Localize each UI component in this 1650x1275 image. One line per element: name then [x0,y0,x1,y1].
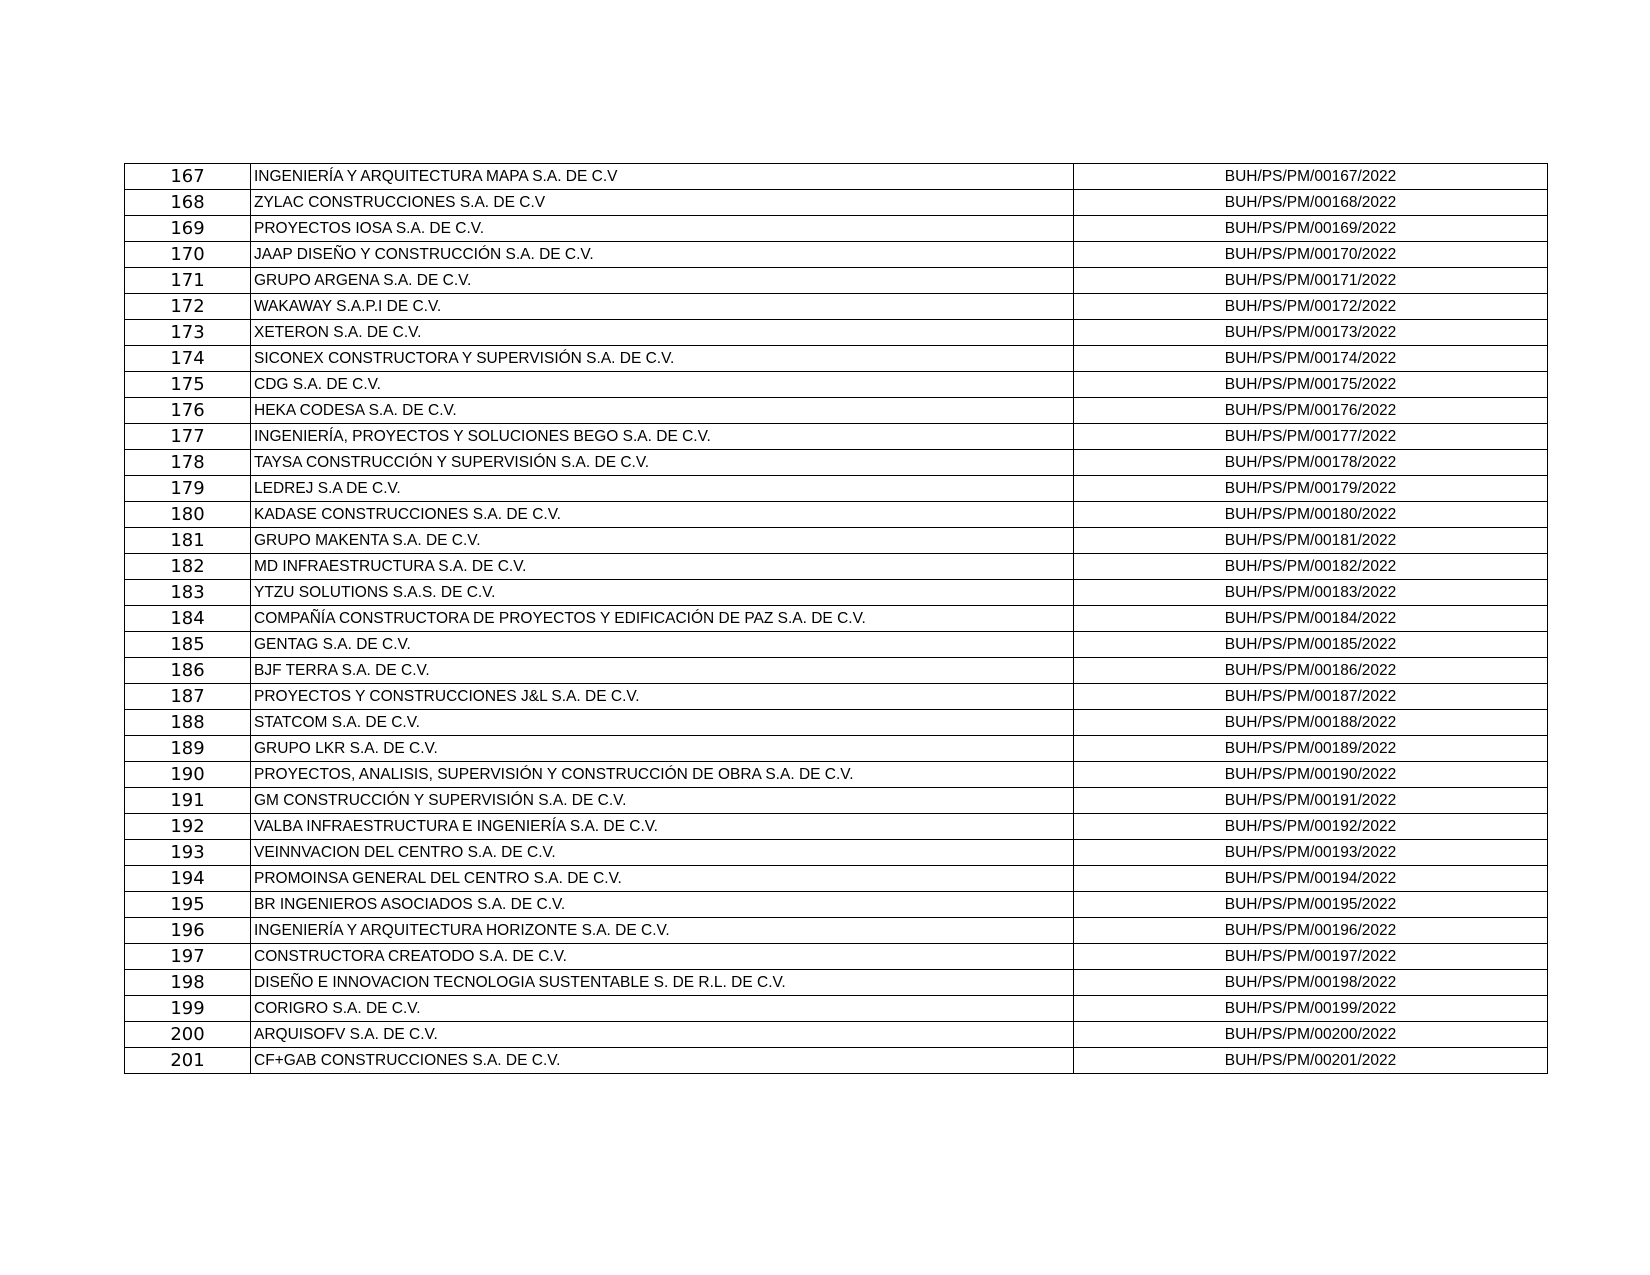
company-name-cell: CDG S.A. DE C.V. [251,372,1074,398]
registration-code-cell: BUH/PS/PM/00199/2022 [1074,996,1548,1022]
table-row [125,814,1548,840]
table-row [125,970,1548,996]
row-number-cell: 174 [125,346,251,372]
row-number-cell: 186 [125,658,251,684]
row-number-cell: 177 [125,424,251,450]
row-number-cell: 187 [125,684,251,710]
row-number-cell: 169 [125,216,251,242]
row-number-cell: 193 [125,840,251,866]
row-number-cell: 188 [125,710,251,736]
row-number-cell: 183 [125,580,251,606]
company-name-cell: VEINNVACION DEL CENTRO S.A. DE C.V. [251,840,1074,866]
registration-code-cell: BUH/PS/PM/00192/2022 [1074,814,1548,840]
registration-code-cell: BUH/PS/PM/00191/2022 [1074,788,1548,814]
company-name-cell: GRUPO ARGENA S.A. DE C.V. [251,268,1074,294]
company-name-cell: MD INFRAESTRUCTURA S.A. DE C.V. [251,554,1074,580]
registration-code-cell: BUH/PS/PM/00176/2022 [1074,398,1548,424]
registration-code-cell: BUH/PS/PM/00194/2022 [1074,866,1548,892]
row-number-cell: 170 [125,242,251,268]
company-name-cell: GENTAG S.A. DE C.V. [251,632,1074,658]
company-name-cell: COMPAÑÍA CONSTRUCTORA DE PROYECTOS Y EDIFICACIÓN DE PAZ S.A. DE C.V. [251,606,1074,632]
company-name-cell: PROMOINSA GENERAL DEL CENTRO S.A. DE C.V. [251,866,1074,892]
table-row [125,580,1548,606]
registration-code-cell: BUH/PS/PM/00189/2022 [1074,736,1548,762]
company-name-cell: BJF TERRA S.A. DE C.V. [251,658,1074,684]
table-row [125,502,1548,528]
row-number-cell: 201 [125,1048,251,1074]
company-name-cell: DISEÑO E INNOVACION TECNOLOGIA SUSTENTABLE S. DE R.L. DE C.V. [251,970,1074,996]
registration-code-cell: BUH/PS/PM/00168/2022 [1074,190,1548,216]
registration-code-cell: BUH/PS/PM/00181/2022 [1074,528,1548,554]
registration-code-cell: BUH/PS/PM/00184/2022 [1074,606,1548,632]
company-name-cell: INGENIERÍA Y ARQUITECTURA MAPA S.A. DE C.V [251,164,1074,190]
row-number-cell: 168 [125,190,251,216]
table-row [125,320,1548,346]
registration-code-cell: BUH/PS/PM/00197/2022 [1074,944,1548,970]
company-name-cell: BR INGENIEROS ASOCIADOS S.A. DE C.V. [251,892,1074,918]
row-number-cell: 195 [125,892,251,918]
company-name-cell: CF+GAB CONSTRUCCIONES S.A. DE C.V. [251,1048,1074,1074]
company-name-cell: PROYECTOS IOSA S.A. DE C.V. [251,216,1074,242]
company-name-cell: HEKA CODESA S.A. DE C.V. [251,398,1074,424]
table-row [125,684,1548,710]
row-number-cell: 189 [125,736,251,762]
row-number-cell: 171 [125,268,251,294]
row-number-cell: 179 [125,476,251,502]
registration-code-cell: BUH/PS/PM/00188/2022 [1074,710,1548,736]
table-row [125,476,1548,502]
table-row [125,190,1548,216]
table-row [125,736,1548,762]
registration-code-cell: BUH/PS/PM/00175/2022 [1074,372,1548,398]
row-number-cell: 176 [125,398,251,424]
registry-table [124,163,1548,1074]
row-number-cell: 192 [125,814,251,840]
registration-code-cell: BUH/PS/PM/00183/2022 [1074,580,1548,606]
registration-code-cell: BUH/PS/PM/00167/2022 [1074,164,1548,190]
company-name-cell: WAKAWAY S.A.P.I DE C.V. [251,294,1074,320]
table-row [125,268,1548,294]
table-row [125,242,1548,268]
table-row [125,346,1548,372]
table-row [125,892,1548,918]
table-row [125,918,1548,944]
company-name-cell: ZYLAC CONSTRUCCIONES S.A. DE C.V [251,190,1074,216]
registration-code-cell: BUH/PS/PM/00182/2022 [1074,554,1548,580]
company-name-cell: PROYECTOS Y CONSTRUCCIONES J&L S.A. DE C.V. [251,684,1074,710]
company-name-cell: CORIGRO S.A. DE C.V. [251,996,1074,1022]
row-number-cell: 180 [125,502,251,528]
table-row [125,1048,1548,1074]
row-number-cell: 173 [125,320,251,346]
company-name-cell: GM CONSTRUCCIÓN Y SUPERVISIÓN S.A. DE C.V. [251,788,1074,814]
table-row [125,658,1548,684]
table-row [125,710,1548,736]
row-number-cell: 178 [125,450,251,476]
registration-code-cell: BUH/PS/PM/00172/2022 [1074,294,1548,320]
company-name-cell: JAAP DISEÑO Y CONSTRUCCIÓN S.A. DE C.V. [251,242,1074,268]
row-number-cell: 175 [125,372,251,398]
registration-code-cell: BUH/PS/PM/00178/2022 [1074,450,1548,476]
table-row [125,762,1548,788]
table-row [125,294,1548,320]
registration-code-cell: BUH/PS/PM/00174/2022 [1074,346,1548,372]
table-row [125,632,1548,658]
table-row [125,554,1548,580]
row-number-cell: 185 [125,632,251,658]
row-number-cell: 182 [125,554,251,580]
table-row [125,1022,1548,1048]
company-name-cell: XETERON S.A. DE C.V. [251,320,1074,346]
registration-code-cell: BUH/PS/PM/00177/2022 [1074,424,1548,450]
row-number-cell: 167 [125,164,251,190]
registration-code-cell: BUH/PS/PM/00193/2022 [1074,840,1548,866]
row-number-cell: 196 [125,918,251,944]
company-name-cell: CONSTRUCTORA CREATODO S.A. DE C.V. [251,944,1074,970]
table-row [125,398,1548,424]
table-row [125,788,1548,814]
company-name-cell: SICONEX CONSTRUCTORA Y SUPERVISIÓN S.A. DE C.V. [251,346,1074,372]
company-name-cell: LEDREJ S.A DE C.V. [251,476,1074,502]
registration-code-cell: BUH/PS/PM/00198/2022 [1074,970,1548,996]
company-name-cell: KADASE CONSTRUCCIONES S.A. DE C.V. [251,502,1074,528]
company-name-cell: YTZU SOLUTIONS S.A.S. DE C.V. [251,580,1074,606]
row-number-cell: 172 [125,294,251,320]
table-row [125,606,1548,632]
registration-code-cell: BUH/PS/PM/00186/2022 [1074,658,1548,684]
company-name-cell: VALBA INFRAESTRUCTURA E INGENIERÍA S.A. DE C.V. [251,814,1074,840]
registration-code-cell: BUH/PS/PM/00169/2022 [1074,216,1548,242]
table-row [125,944,1548,970]
table-row [125,450,1548,476]
company-name-cell: STATCOM S.A. DE C.V. [251,710,1074,736]
table-row [125,216,1548,242]
table-body [125,164,1548,1074]
registration-code-cell: BUH/PS/PM/00185/2022 [1074,632,1548,658]
registration-code-cell: BUH/PS/PM/00196/2022 [1074,918,1548,944]
registration-code-cell: BUH/PS/PM/00171/2022 [1074,268,1548,294]
table-row [125,372,1548,398]
table-row [125,840,1548,866]
registration-code-cell: BUH/PS/PM/00201/2022 [1074,1048,1548,1074]
registration-code-cell: BUH/PS/PM/00180/2022 [1074,502,1548,528]
registration-code-cell: BUH/PS/PM/00170/2022 [1074,242,1548,268]
table-row [125,164,1548,190]
registration-code-cell: BUH/PS/PM/00187/2022 [1074,684,1548,710]
row-number-cell: 200 [125,1022,251,1048]
registration-code-cell: BUH/PS/PM/00195/2022 [1074,892,1548,918]
table-row [125,996,1548,1022]
company-name-cell: PROYECTOS, ANALISIS, SUPERVISIÓN Y CONSTRUCCIÓN DE OBRA S.A. DE C.V. [251,762,1074,788]
row-number-cell: 184 [125,606,251,632]
company-name-cell: INGENIERÍA Y ARQUITECTURA HORIZONTE S.A. DE C.V. [251,918,1074,944]
row-number-cell: 181 [125,528,251,554]
table-row [125,424,1548,450]
company-name-cell: TAYSA CONSTRUCCIÓN Y SUPERVISIÓN S.A. DE C.V. [251,450,1074,476]
row-number-cell: 194 [125,866,251,892]
company-name-cell: ARQUISOFV S.A. DE C.V. [251,1022,1074,1048]
company-name-cell: GRUPO MAKENTA S.A. DE C.V. [251,528,1074,554]
table-row [125,528,1548,554]
row-number-cell: 190 [125,762,251,788]
registration-code-cell: BUH/PS/PM/00200/2022 [1074,1022,1548,1048]
row-number-cell: 191 [125,788,251,814]
row-number-cell: 198 [125,970,251,996]
company-name-cell: INGENIERÍA, PROYECTOS Y SOLUCIONES BEGO S.A. DE C.V. [251,424,1074,450]
row-number-cell: 197 [125,944,251,970]
registration-code-cell: BUH/PS/PM/00179/2022 [1074,476,1548,502]
table-row [125,866,1548,892]
registration-code-cell: BUH/PS/PM/00190/2022 [1074,762,1548,788]
row-number-cell: 199 [125,996,251,1022]
registration-code-cell: BUH/PS/PM/00173/2022 [1074,320,1548,346]
company-name-cell: GRUPO LKR S.A. DE C.V. [251,736,1074,762]
